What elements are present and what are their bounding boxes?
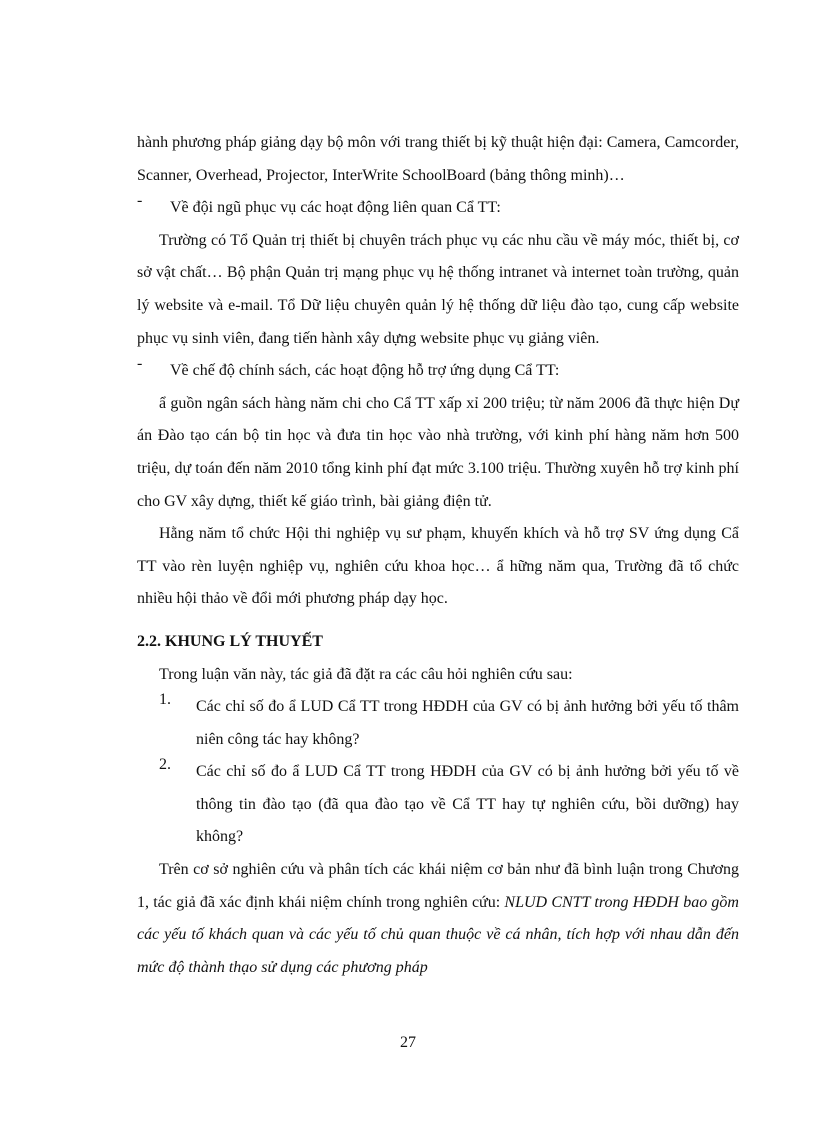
- section-intro: Trong luận văn này, tác giả đã đặt ra các câu hỏi nghiên cứu sau:: [159, 665, 573, 683]
- bullet-policy-text: Về chế độ chính sách, các hoạt động hỗ trợ ứng dụng Cẩ TT:: [170, 362, 560, 380]
- paragraph-definition: [137, 854, 739, 984]
- question-text: Các chỉ số đo ẩ LUD Cẩ TT trong HĐDH của GV có bị ảnh hưởng bởi yếu tố về thông tin đào tạo (đã qua đào tạo về Cẩ TT hay tự nghiên cứu, bồi dưỡng) hay không?: [196, 763, 739, 846]
- question-item: [137, 756, 739, 854]
- question-number: 1.: [159, 691, 171, 709]
- question-text: Các chỉ số đo ẩ LUD Cẩ TT trong HĐDH của GV có bị ảnh hưởng bởi yếu tố thâm niên công tác hay không?: [196, 698, 739, 748]
- question-number: 2.: [159, 756, 171, 774]
- section-heading: 2.2. KHUNG LÝ THUYẾT: [137, 632, 323, 650]
- paragraph-staff: Trường có Tổ Quản trị thiết bị chuyên trách phục vụ các nhu cầu về máy móc, thiết bị, cơ sở vật chất… Bộ phận Quản trị mạng phục vụ hệ thống intranet và internet toàn trường, quản lý website và e-mail. Tổ Dữ liệu chuyên quản lý hệ thống dữ liệu đào tạo, cung cấp website phục vụ sinh viên, đang tiến hành xây dựng website phục vụ giảng viên.: [137, 231, 739, 347]
- page-content: [137, 127, 739, 984]
- paragraph-budget: ẩ guồn ngân sách hàng năm chi cho Cẩ TT xấp xỉ 200 triệu; từ năm 2006 đã thực hiện Dự án Đào tạo cán bộ tin học và đưa tin học vào nhà trường, với kinh phí hàng năm hơn 500 triệu, dự toán đến năm 2010 tổng kinh phí đạt mức 3.100 triệu. Thường xuyên hỗ trợ kinh phí cho GV xây dựng, thiết kế giáo trình, bài giảng điện tử.: [137, 394, 739, 510]
- bullet-marker: -: [137, 192, 143, 210]
- definition-lead-text: Trên cơ sở nghiên cứu và phân tích các khái niệm cơ bản như đã bình luận trong Chương 1, tác giả đã xác định khái niệm chính trong nghiên cứu:: [137, 861, 739, 911]
- bullet-staff-text: Về đội ngũ phục vụ các hoạt động liên quan Cẩ TT:: [170, 199, 501, 217]
- question-item: [137, 691, 739, 756]
- bullet-policy: [137, 355, 739, 388]
- paragraph-contest: Hằng năm tổ chức Hội thi nghiệp vụ sư phạm, khuyến khích và hỗ trợ SV ứng dụng Cẩ TT vào rèn luyện nghiệp vụ, nghiên cứu khoa học… ẩ hững năm qua, Trường đã tổ chức nhiều hội thảo về đổi mới phương pháp dạy học.: [137, 525, 739, 608]
- bullet-staff: [137, 192, 739, 225]
- paragraph-equipment: hành phương pháp giảng dạy bộ môn với trang thiết bị kỹ thuật hiện đại: Camera, Camcorder, Scanner, Overhead, Projector, InterWrite SchoolBoard (bảng thông minh)…: [137, 134, 739, 184]
- definition-italic-text: NLUD CNTT trong HĐDH bao gồm các yếu tố khách quan và các yếu tố chủ quan thuộc về cá nhân, tích hợp với nhau dẫn đến mức độ thành thạo sử dụng các phương pháp: [137, 893, 739, 976]
- page-number: 27: [400, 1034, 416, 1051]
- bullet-marker: -: [137, 355, 143, 373]
